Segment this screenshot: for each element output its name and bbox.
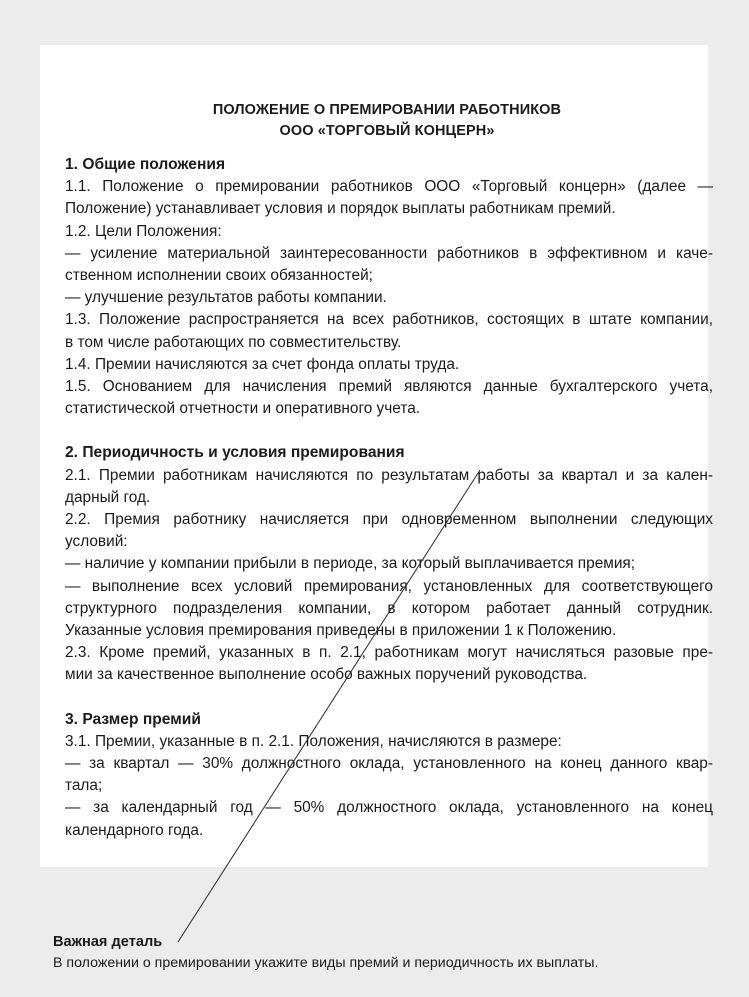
- paragraph-2-2-line-2: условий:: [65, 533, 128, 551]
- paragraph-1-3-line-1: 1.3. Положение распространяется на всех работников, состоящих в штате компании,: [65, 311, 713, 329]
- title-line-2: ООО «ТОРГОВЫЙ КОНЦЕРН»: [279, 123, 495, 139]
- section-3-heading: 3. Размер премий: [65, 710, 201, 728]
- paragraph-1-2: 1.2. Цели Положения:: [65, 222, 222, 240]
- callout-text: В положении о премировании укажите виды премий и периодичность их выплаты.: [53, 955, 599, 971]
- section-2-heading: 2. Периодичность и условия премирования: [65, 444, 405, 462]
- bullet-3-1-line-1: — за квартал — 30% должностного оклада, установленного на конец данного квар-: [65, 755, 713, 773]
- callout-note: [53, 932, 733, 974]
- title-line-1: ПОЛОЖЕНИЕ О ПРЕМИРОВАНИИ РАБОТНИКОВ: [212, 102, 562, 118]
- paragraph-2-1-line-1: 2.1. Премии работникам начисляются по результатам работы за квартал и за кален-: [65, 466, 713, 484]
- bullet-1-1-line-1: — усиление материальной заинтересованности работников в эффективном и каче-: [65, 244, 713, 262]
- bullet-2-1: — наличие у компании прибыли в периоде, за который выплачивается премия;: [65, 555, 636, 573]
- paragraph-1-5-line-1: 1.5. Основанием для начисления премий являются данные бухгалтерского учета,: [65, 378, 713, 396]
- bullet-2-2-line-3: Указанные условия премирования приведены в приложении 1 к Положению.: [65, 622, 617, 640]
- paragraph-1-1-line-1: 1.1. Положение о премировании работников ООО «Торговый концерн» (далее —: [65, 178, 713, 196]
- section-1-heading: 1. Общие положения: [65, 156, 226, 173]
- paragraph-2-1-line-2: дарный год.: [65, 488, 151, 506]
- bullet-2-2-line-2: структурного подразделения компании, в котором работает данный сотрудник.: [65, 599, 713, 617]
- bullet-3-2-line-2: календарного года.: [65, 821, 204, 839]
- paragraph-2-2-line-1: 2.2. Премия работнику начисляется при одновременном выполнении следующих: [65, 511, 713, 529]
- paragraph-1-1-line-2: Положение) устанавливает условия и порядок выплаты работникам премий.: [65, 200, 616, 218]
- paragraph-1-4: 1.4. Премии начисляются за счет фонда оплаты труда.: [65, 355, 460, 373]
- bullet-2-2-line-1: — выполнение всех условий премирования, установленных для соответствующего: [65, 577, 713, 595]
- bullet-1-1-line-2: ственном исполнении своих обязанностей;: [65, 267, 373, 285]
- paragraph-2-3-line-2: мии за качественное выполнение особо важных поручений руководства.: [65, 666, 588, 684]
- bullet-3-1-line-2: тала;: [65, 777, 103, 795]
- callout-title: Важная деталь: [53, 934, 163, 950]
- paragraph-1-3-line-2: в том числе работающих по совместительству.: [65, 333, 402, 351]
- bullet-1-2: — улучшение результатов работы компании.: [65, 289, 387, 307]
- paragraph-2-3-line-1: 2.3. Кроме премий, указанных в п. 2.1, работникам могут начисляться разовые пре-: [65, 644, 713, 662]
- paragraph-3-1: 3.1. Премии, указанные в п. 2.1. Положения, начисляются в размере:: [65, 732, 562, 750]
- paragraph-1-5-line-2: статистической отчетности и оперативного учета.: [65, 400, 421, 418]
- bullet-3-2-line-1: — за календарный год — 50% должностного оклада, установленного на конец: [65, 799, 713, 817]
